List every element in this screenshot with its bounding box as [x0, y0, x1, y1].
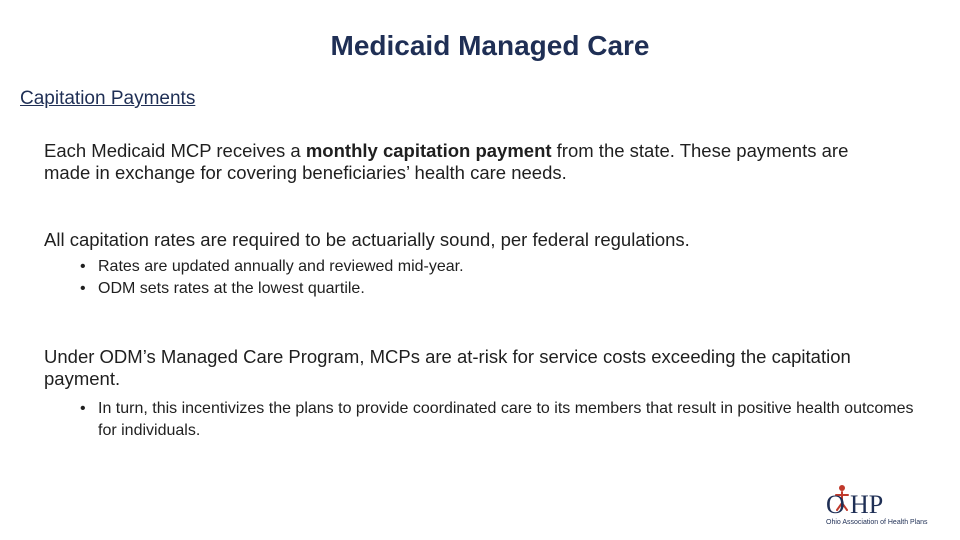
- bullet-list-rates: [80, 256, 840, 300]
- bullet-list-incentives: [80, 398, 930, 442]
- paragraph-text: Each Medicaid MCP receives a: [44, 140, 306, 161]
- emphasis-text: monthly capitation payment: [305, 140, 552, 161]
- ohp-logo-graphic: [820, 483, 936, 529]
- bullet-item: • Rates are updated annually and reviewed mid-year.: [80, 256, 840, 278]
- paragraph-text: from the state. These payments are made in exchange for covering beneficiaries’ health care needs.: [44, 140, 849, 183]
- paragraph-at-risk: Under ODM’s Managed Care Program, MCPs are at-risk for service costs exceeding the capitation payment.: [44, 346, 851, 389]
- logo-wordmark-o: O: [826, 490, 845, 519]
- paragraph-capitation-payment: [44, 140, 884, 184]
- logo-wordmark: HP: [850, 490, 884, 519]
- logo-tagline: Ohio Association of Health Plans: [826, 519, 928, 526]
- bullet-item: • In turn, this incentivizes the plans to provide coordinated care to its members that result in positive health outcomes for individuals.: [80, 398, 930, 442]
- section-subtitle: Capitation Payments: [20, 88, 196, 109]
- ohp-logo: [820, 483, 936, 529]
- paragraph-actuarial: All capitation rates are required to be actuarially sound, per federal regulations.: [44, 229, 690, 250]
- slide-title: Medicaid Managed Care: [330, 30, 650, 61]
- bullet-item: • ODM sets rates at the lowest quartile.: [80, 278, 840, 300]
